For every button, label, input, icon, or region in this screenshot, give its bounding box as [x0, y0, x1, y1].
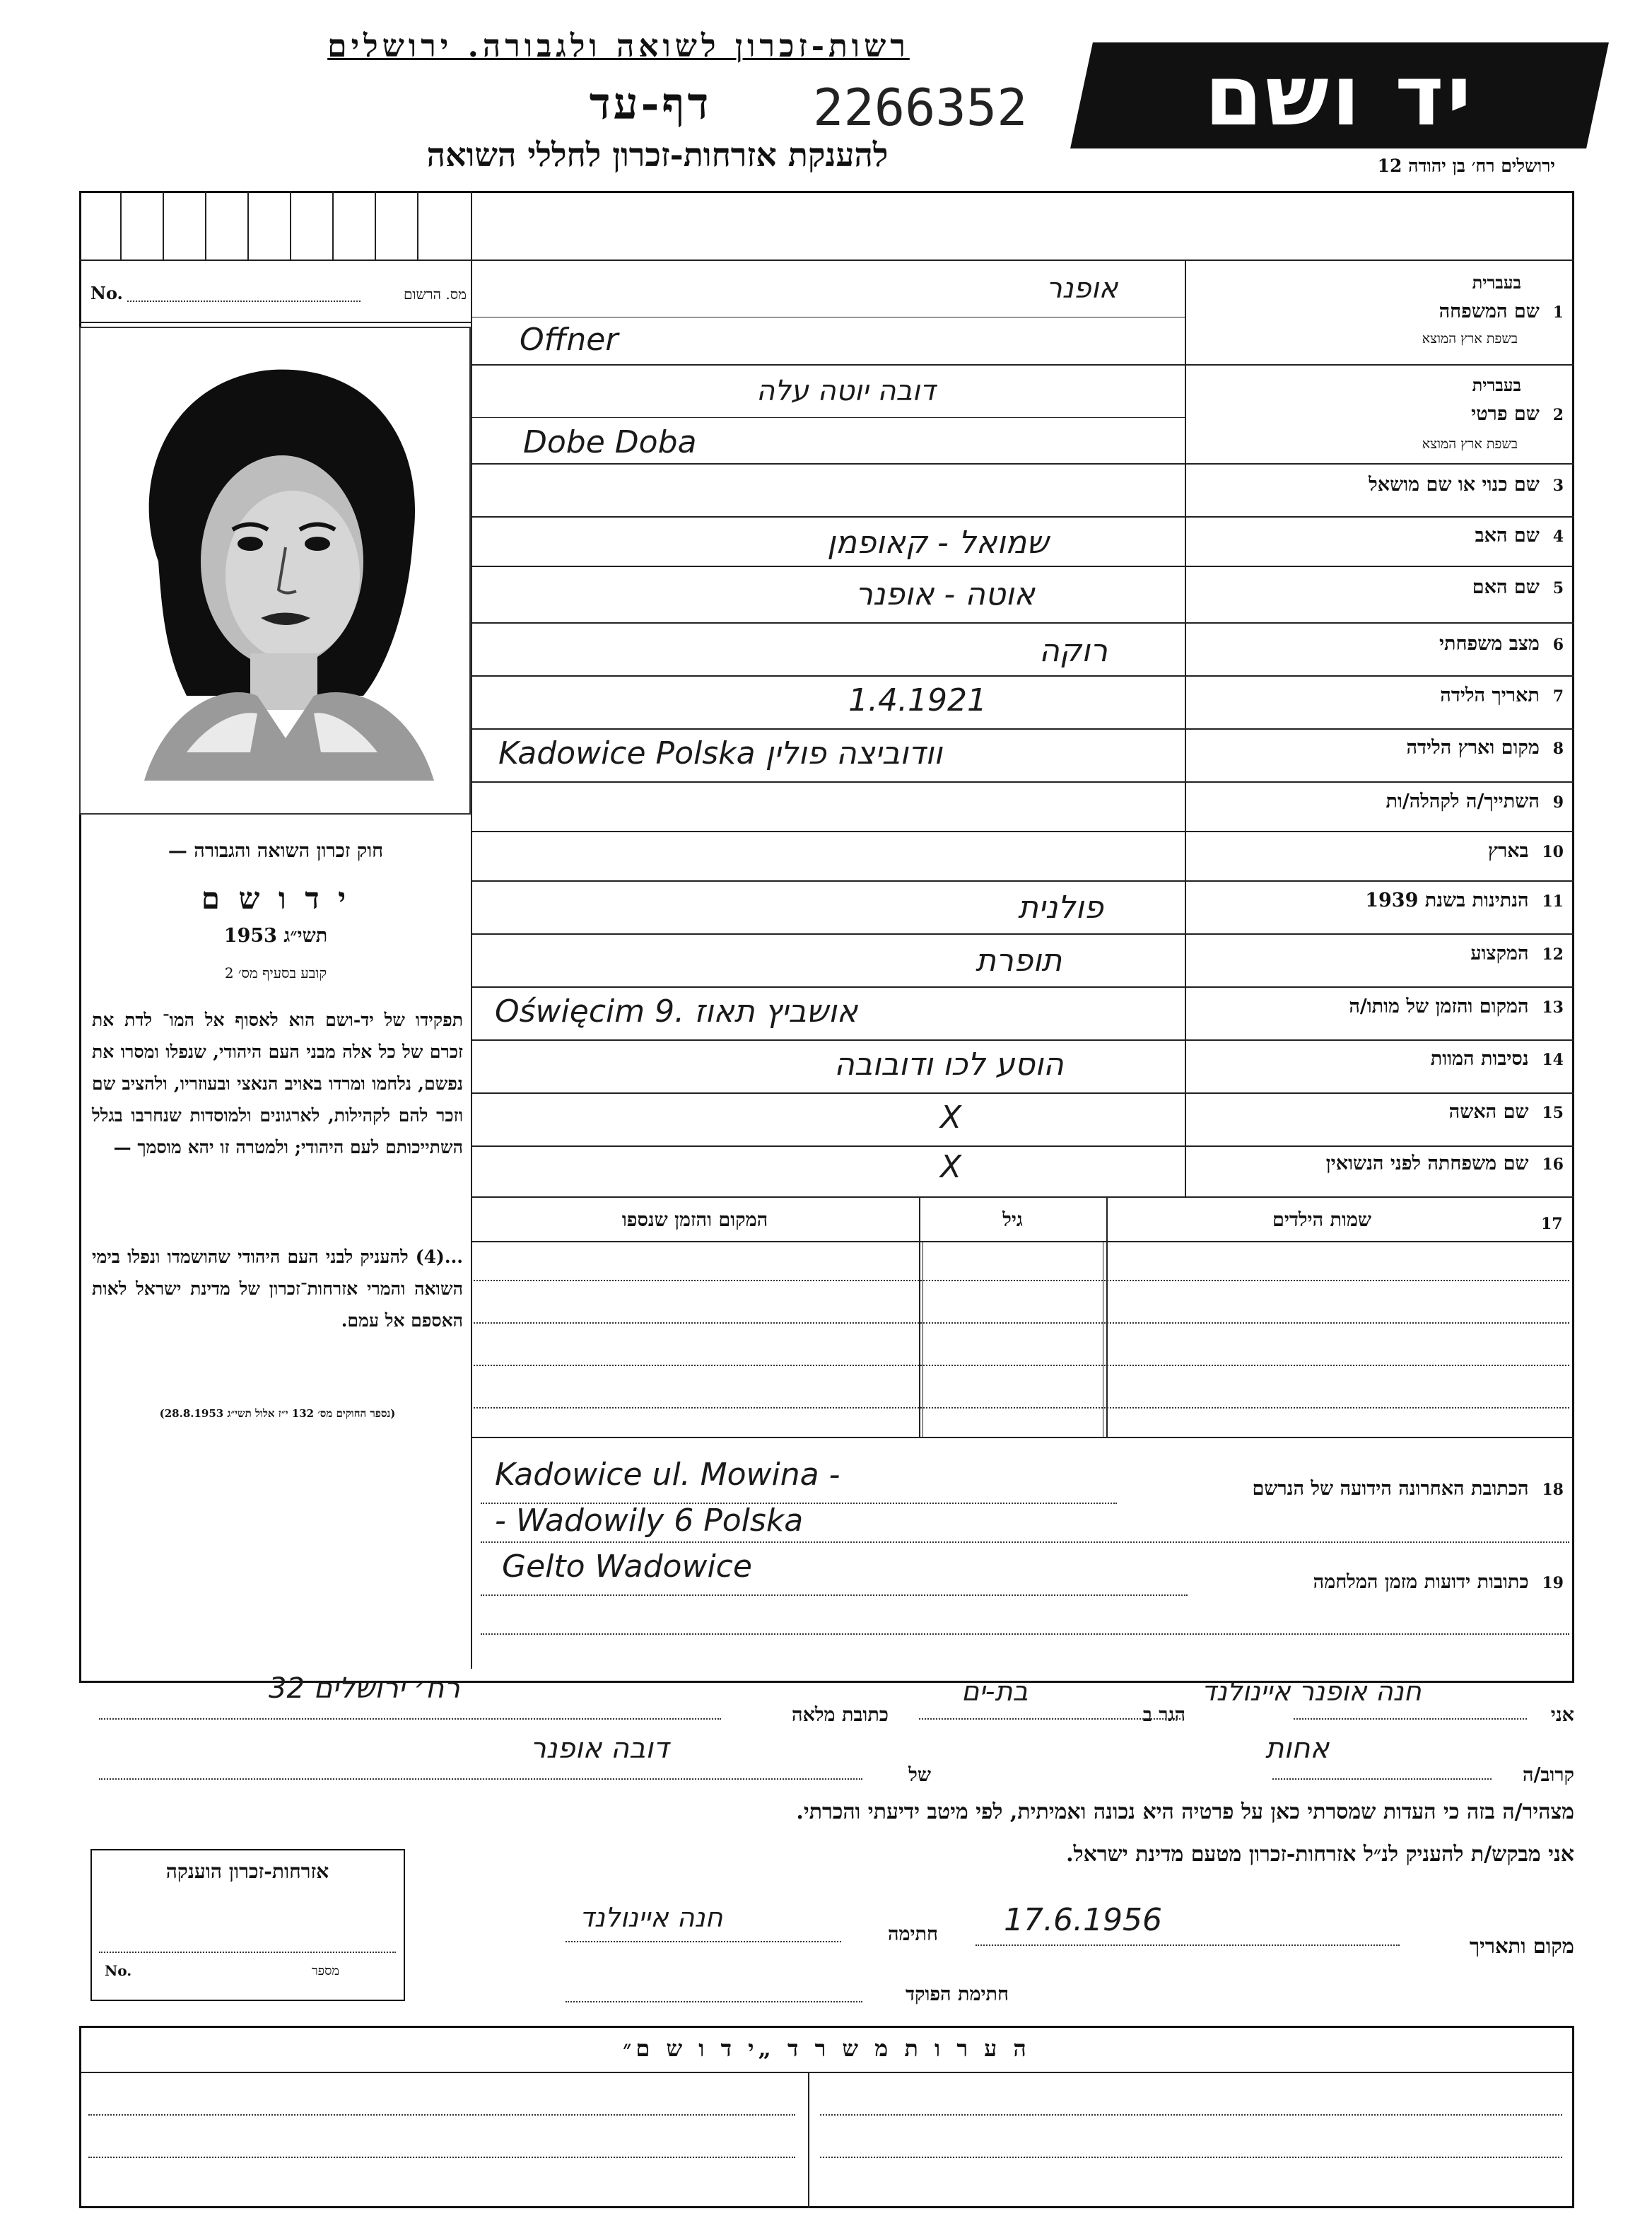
- field-6-value: רוקה: [1039, 633, 1108, 669]
- notes-title: ה ע ר ו ת מ ש ר ד „י ד ו ש ם״: [623, 2035, 1031, 2062]
- declarant-resides-label: הגר ב: [1142, 1704, 1185, 1726]
- field-15-label: 15 שם האשה: [1448, 1101, 1564, 1123]
- signature-label: חתימה: [887, 1923, 938, 1945]
- field-3-label: 3 שם כנוי או שם מושאל: [1369, 474, 1564, 496]
- declarant-city: בת-ים: [961, 1676, 1029, 1707]
- field-19-label: 19 כתובות ידועות מזמן המלחמה: [1313, 1571, 1564, 1593]
- form-title: דף-עד: [589, 78, 712, 129]
- field-11-value: פולנית: [1018, 890, 1103, 926]
- field-6-label: 6 מצב משפחתי: [1439, 633, 1564, 655]
- declarant-ani: אני: [1550, 1704, 1574, 1726]
- field-2-native-sub: בשפת ארץ המוצא: [1422, 436, 1518, 452]
- children-col-age: גיל: [1002, 1209, 1023, 1231]
- registry-label: מס. הרשום: [403, 286, 467, 303]
- law-clause: קובע בסעיף מס׳ 2: [224, 964, 327, 981]
- officer-signature-label: חתימת הפוקד: [906, 1983, 1009, 2005]
- field-11-label: 11 הנתינות בשנת 1939: [1365, 890, 1564, 911]
- declarant-signature: חנה איינולנד: [580, 1902, 723, 1933]
- field-2-hebrew-sub: בעברית: [1472, 375, 1521, 395]
- field-2-value-hebrew: דובה יוטה עלה: [756, 375, 936, 407]
- law-title: חוק זכרון השואה והגבורה —: [168, 840, 384, 862]
- field-1-native-sub: בשפת ארץ המוצא: [1422, 331, 1518, 346]
- field-16-value: X: [940, 1149, 962, 1185]
- field-1-value-hebrew: אופנר: [1046, 272, 1118, 305]
- field-1-label: 1 שם המשפחה: [1439, 301, 1564, 322]
- field-9-label: 9 השתייך/ה לקהלה/ות: [1386, 791, 1564, 812]
- field-1-hebrew-sub: בעברית: [1472, 272, 1521, 293]
- field-14-label: 14 נסיבות המוות: [1430, 1048, 1564, 1070]
- field-10-label: 10 בארץ: [1487, 840, 1564, 862]
- children-col-names: שמות הילדים: [1272, 1209, 1372, 1231]
- declarant-of-name: דובה אופנר: [530, 1732, 669, 1765]
- field-4-value: שמואל - קאופמן: [827, 525, 1049, 561]
- field-2-label: 2 שם פרטי: [1471, 403, 1564, 425]
- form-number: 2266352: [813, 78, 1028, 137]
- field-4-label: 4 שם האב: [1475, 525, 1564, 547]
- field-18-value-line2: - Wadowily 6 Polska: [495, 1503, 804, 1539]
- field-17-number: 17: [1541, 1215, 1563, 1233]
- authority-title: רשות-זכרון לשואה ולגבורה. ירושלים: [327, 28, 910, 64]
- form-subtitle: להענקת אזרחות-זכרון לחללי השואה: [426, 136, 889, 174]
- law-body-2: ...(4) להעניק לבני העם היהודי שהושמדו ונפלו בימי השואה והמרי אזרחות־זכרון של מדינת ישראל לאות האספם אל עמם.: [92, 1247, 463, 1331]
- field-7-label: 7 תאריך הלידה: [1440, 684, 1564, 706]
- citizenship-box-title: אזרחות-זכרון הוענקה: [165, 1860, 329, 1883]
- law-body-1: תפקידו של יד-ושם הוא לאסוף אל המו־ לדת את זכרם של כל אלה מבני העם היהודי, שנפלו ומסרו את נפשם, נלחמו ומרדו באויב הנאצי ובעוזריו, ולהציב שם וזכר להם לקהילות, לארגונים ולמוסדות שנחרבו בגלל השתייכותם לעם היהודי; ולמטרה זו יהא מוסמך —: [92, 1010, 463, 1157]
- declaration-date: 17.6.1956: [1004, 1902, 1162, 1938]
- field-18-label: 18 הכתובת האחרונה הידועה של הנרשם: [1252, 1478, 1564, 1500]
- field-13-value: Oświęcim 9. אושביץ תאוז: [495, 993, 858, 1030]
- field-18-value-line1: Kadowice ul. Mowina -: [495, 1457, 840, 1493]
- declarant-address-label: כתובת מלאה: [792, 1704, 889, 1726]
- declarant-relative-label: קרוב/ה: [1522, 1764, 1574, 1786]
- field-14-value: הוסע לכו ודובובה: [834, 1046, 1064, 1083]
- field-15-value: X: [940, 1100, 962, 1136]
- declarant-statement-1: מצהיר/ה בזה כי העדות שמסרתי כאן על פרטיה היא נכונה ואמיתית, לפי מיטב ידיעתי והכרתי.: [796, 1800, 1574, 1824]
- citizenship-num-label: מספר: [311, 1964, 339, 1978]
- registry-no-label: No.: [90, 283, 123, 303]
- field-12-value: תופרת: [976, 943, 1062, 979]
- field-5-value: אוטה - אופנר: [855, 576, 1035, 612]
- field-1-value-native: Offner: [520, 322, 619, 358]
- portrait-image: [81, 328, 469, 813]
- declarant-statement-2: אני מבקש/ת להעניק לנ״ל אזרחות-זכרון מטעם מדינת ישראל.: [1066, 1842, 1574, 1867]
- declarant-name: חנה אופנר איינולנד: [1202, 1676, 1422, 1707]
- field-8-label: 8 מקום וארץ הלידה: [1406, 737, 1564, 759]
- law-name: י ד ו ש ם: [201, 881, 351, 916]
- declarant-relation: אחות: [1265, 1732, 1330, 1765]
- citizenship-no-label: No.: [105, 1962, 132, 1979]
- declarant-of-label: של: [908, 1764, 931, 1786]
- yv-address: ירושלים רח׳ בן יהודה 12: [1377, 156, 1555, 176]
- field-5-label: 5 שם האם: [1472, 576, 1564, 598]
- law-footnote: (נספר החוקים מס׳ 132 י״ז אלול תשי״ג 28.8.1953): [159, 1407, 396, 1420]
- children-col-place: המקום והזמן שנספו: [621, 1209, 768, 1231]
- place-date-label: מקום ותאריך: [1469, 1934, 1574, 1958]
- law-year: תשי״ג 1953: [223, 925, 328, 947]
- field-19-value: Gelto Wadowice: [502, 1549, 752, 1585]
- field-8-value: Kadowice Polska וודוביצה פולין: [498, 735, 942, 771]
- field-2-value-native: Dobe Doba: [523, 424, 697, 460]
- field-12-label: 12 המקצוע: [1470, 943, 1564, 964]
- yad-vashem-logo: יד ושם: [1070, 42, 1609, 148]
- field-16-label: 16 שם משפחתה לפני הנשואין: [1325, 1153, 1564, 1174]
- portrait-photo: [79, 327, 471, 815]
- declarant-address: רח׳ ירושלים 32: [269, 1672, 460, 1705]
- field-7-value: 1.4.1921: [848, 682, 987, 718]
- field-13-label: 13 המקום והזמן של מותו/ה: [1349, 996, 1564, 1017]
